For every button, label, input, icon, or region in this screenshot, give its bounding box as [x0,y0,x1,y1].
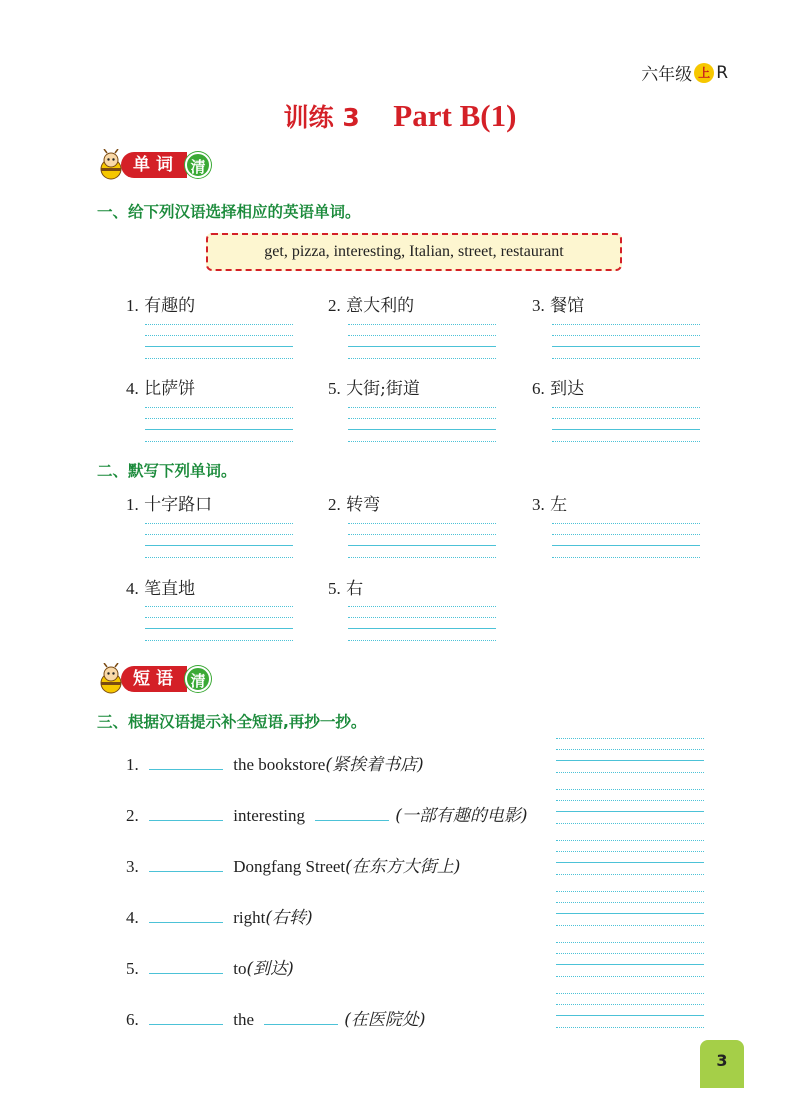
page-title [0,98,800,134]
fill-blank[interactable] [149,907,223,923]
s1-item-5: 5. 大街;街道 [328,379,420,399]
answer-lines[interactable] [145,523,293,559]
phrases-badge [95,664,211,694]
fill-blank[interactable] [315,805,389,821]
grade-mark-icon: 上 [694,63,714,83]
leaf-icon: 清 [185,666,211,692]
leaf-icon: 清 [185,152,211,178]
grade-label [641,60,728,85]
bee-icon [95,663,127,695]
answer-lines[interactable] [145,324,293,360]
s1-item-3: 3. 餐馆 [532,296,585,316]
copy-lines[interactable] [556,738,704,774]
copy-lines[interactable] [556,993,704,1029]
fill-blank[interactable] [149,754,223,770]
section1-heading: 一、给下列汉语选择相应的英语单词。 [97,203,361,221]
fill-blank[interactable] [264,1009,338,1025]
answer-lines[interactable] [348,606,496,642]
s2-item-1: 1. 十字路口 [126,495,213,515]
word-bank: get, pizza, interesting, Italian, street, restaurant [206,233,622,271]
page-number: 3 [700,1040,744,1088]
words-badge [95,150,211,180]
grade-suffix: R [716,62,728,83]
answer-lines[interactable] [552,324,700,360]
s1-item-4: 4. 比萨饼 [126,379,196,399]
answer-lines[interactable] [348,324,496,360]
s3-item-3: 3. Dongfang Street(在东方大街上) [126,857,461,877]
s2-item-3: 3. 左 [532,495,568,515]
part-label: Part B(1) [393,98,517,133]
fill-blank[interactable] [149,1009,223,1025]
copy-lines[interactable] [556,789,704,825]
grade-prefix: 六年级 [641,65,693,85]
words-badge-label: 单词 [121,152,187,178]
lesson-label: 训练 3 [283,103,360,132]
fill-blank[interactable] [149,958,223,974]
section2-heading: 二、默写下列单词。 [97,462,237,480]
s3-item-6: 6. the (在医院处) [126,1010,426,1030]
answer-lines[interactable] [348,523,496,559]
s3-item-5: 5. to(到达) [126,959,294,979]
copy-lines[interactable] [556,942,704,978]
answer-lines[interactable] [145,407,293,443]
s2-item-2: 2. 转弯 [328,495,381,515]
copy-lines[interactable] [556,840,704,876]
s3-item-4: 4. right(右转) [126,908,313,928]
s1-item-1: 1. 有趣的 [126,296,196,316]
answer-lines[interactable] [552,407,700,443]
phrases-badge-label: 短语 [121,666,187,692]
fill-blank[interactable] [149,856,223,872]
answer-lines[interactable] [552,523,700,559]
s2-item-4: 4. 笔直地 [126,579,196,599]
section3-heading: 三、根据汉语提示补全短语,再抄一抄。 [97,713,367,731]
s2-item-5: 5. 右 [328,579,364,599]
s3-item-2: 2. interesting (一部有趣的电影) [126,806,528,826]
answer-lines[interactable] [348,407,496,443]
bee-icon [95,149,127,181]
answer-lines[interactable] [145,606,293,642]
s1-item-2: 2. 意大利的 [328,296,415,316]
s3-item-1: 1. the bookstore(紧挨着书店) [126,755,424,775]
s1-item-6: 6. 到达 [532,379,585,399]
fill-blank[interactable] [149,805,223,821]
copy-lines[interactable] [556,891,704,927]
